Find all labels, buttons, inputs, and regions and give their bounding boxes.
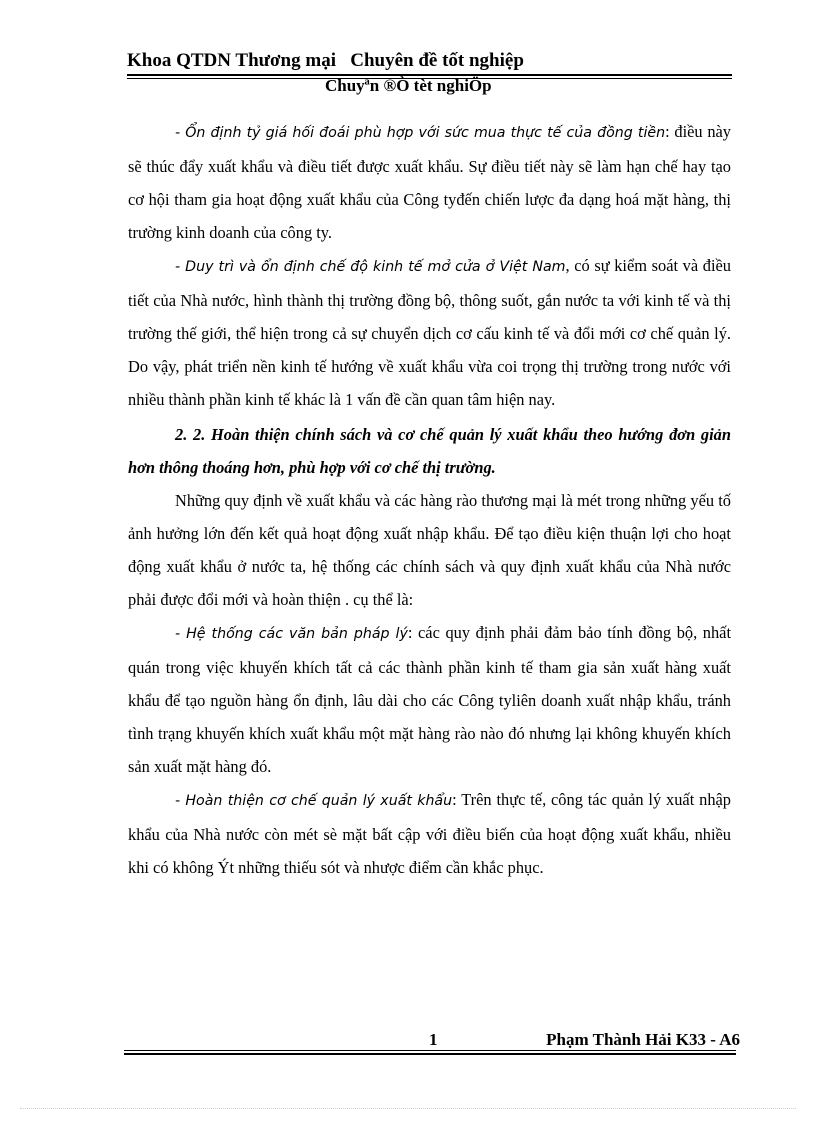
paragraph-text: , có sự kiểm soát và điều tiết của Nhà nước, hình thành thị trường đồng bộ, thông suốt, gắn nước ta với kinh tế và thị trường thế giới, thể hiện trong cả sự chuyển dịch cơ cấu kinh tế và đổi mới cơ chế quản lý. Do vậy, phát triển nền kinh tế hướng về xuất khẩu vừa coi trọng thị trường trong nước với nhiều thành phần kinh tế khác là 1 vấn đề cần quan tâm hiện nay. bbox=[128, 256, 731, 409]
footer-rule-thick bbox=[124, 1053, 736, 1055]
paragraph-export-management bbox=[128, 783, 731, 884]
page-header bbox=[127, 50, 732, 95]
page-footer bbox=[124, 1030, 746, 1056]
paragraph-text: : các quy định phải đảm bảo tính đồng bộ, nhất quán trong việc khuyến khích tất cả các thành phần kinh tế tham gia sản xuất hàng xuất khẩu để tạo nguồn hàng ổn định, lâu dài cho các Công tyliên doanh xuất nhập khẩu, tránh tình trạng khuyến khích xuất khẩu một mặt hàng rào nào đó nhưng lại không khuyến khích sản xuất mặt hàng đó. bbox=[128, 623, 731, 776]
paragraph-lead: - Hoàn thiện cơ chế quản lý xuất khẩu bbox=[175, 793, 453, 809]
paragraph-text: : điều này sẽ thúc đẩy xuất khẩu và điều tiết được xuất khẩu. Sự điều tiết này sẽ làm hạn chế hay tạo cơ hội tham gia hoạt động xuất khẩu của Công tyđến chiến lược đa dạng hoá mặt hàng, thị trường kinh doanh của công ty. bbox=[128, 122, 732, 242]
footer-author: Phạm Thành Hải K33 - A6 bbox=[546, 1030, 740, 1049]
footer-rule-thin bbox=[124, 1050, 736, 1051]
section-heading: 2. 2. Hoàn thiện chính sách và cơ chế quản lý xuất khẩu theo hướng đơn giản hơn thông thoáng hơn, phù hợp với cơ chế thị trường. bbox=[128, 425, 731, 477]
paragraph-legal-documents bbox=[128, 616, 731, 783]
page-number: 1 bbox=[429, 1030, 438, 1049]
paragraph-open-economy bbox=[128, 249, 731, 416]
paragraph-exchange-rate bbox=[128, 115, 731, 249]
header-title bbox=[127, 50, 732, 72]
page-edge-divider bbox=[20, 1108, 796, 1109]
header-doc-type: Chuyên đề tốt nghiệp bbox=[350, 50, 524, 71]
document-body bbox=[128, 115, 731, 884]
paragraph-lead: - Ổn định tỷ giá hối đoái phù hợp với sức mua thực tế của đồng tiền bbox=[175, 125, 666, 141]
header-faculty: Khoa QTDN Thương mại bbox=[127, 50, 336, 71]
paragraph-intro: Những quy định về xuất khẩu và các hàng rào thương mại là mét trong những yếu tố ảnh hưởng lớn đến kết quả hoạt động xuất nhập khẩu. Để tạo điều kiện thuận lợi cho hoạt động xuất khẩu ở nước ta, hệ thống các chính sách và quy định xuất khẩu của Nhà nước phải được đổi mới và hoàn thiện . cụ thể là: bbox=[128, 491, 731, 609]
header-garbled-subtitle: Chuyªn ®Ò tèt nghiÖp bbox=[325, 76, 492, 95]
paragraph-lead: - Duy trì và ổn định chế độ kinh tế mở cửa ở Việt Nam bbox=[175, 259, 566, 275]
paragraph-lead: - Hệ thống các văn bản pháp lý bbox=[175, 626, 408, 642]
paragraph-text: : Trên thực tế, công tác quản lý xuất nhập khẩu của Nhà nước còn mét sè mặt bất cập với điều biến của hoạt động xuất khẩu, nhiều khi có không Ýt những thiếu sót và nhược điểm cần khắc phục. bbox=[128, 790, 731, 877]
